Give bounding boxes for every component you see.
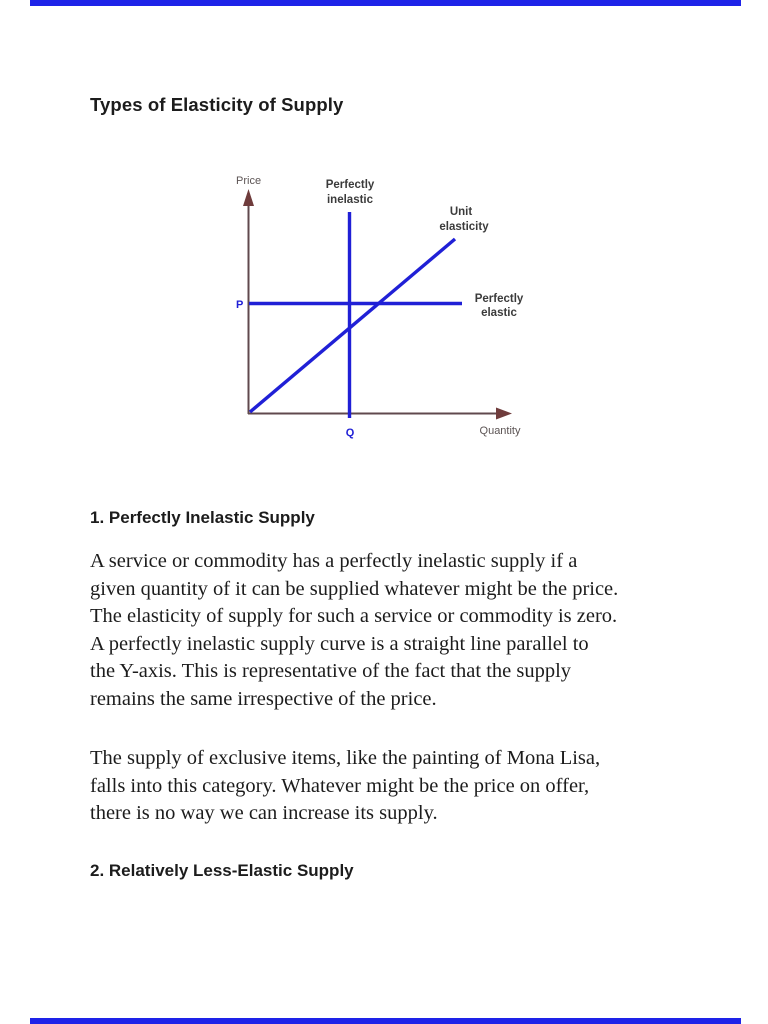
text-line: the Y-axis. This is representative of the fact that the supply [90, 660, 572, 682]
elastic-label-line1: Perfectly [474, 293, 524, 305]
paragraph-inelastic-definition [90, 548, 710, 713]
text-line: A service or commodity has a perfectly inelastic supply if a [90, 550, 578, 572]
elastic-label-line2: elastic [481, 307, 517, 319]
x-axis-arrow-icon [496, 408, 512, 420]
text-line: there is no way we can increase its supply. [90, 802, 438, 824]
section-heading-perfectly-inelastic: 1. Perfectly Inelastic Supply [90, 508, 315, 527]
text-line: A perfectly inelastic supply curve is a straight line parallel to [90, 632, 589, 655]
text-line: The supply of exclusive items, like the painting of Mona Lisa, [90, 747, 601, 769]
unit-elasticity-label-line1: Unit [449, 206, 473, 218]
page-edge-accent-top [30, 0, 741, 6]
section-heading-relatively-less-elastic: 2. Relatively Less-Elastic Supply [90, 861, 354, 880]
inelastic-label-line1: Perfectly [325, 179, 375, 191]
diagram-canvas [225, 165, 535, 445]
paragraph-mona-lisa-example [90, 745, 710, 828]
unit-elasticity-label-line2: elasticity [439, 221, 489, 233]
x-axis-label: Quantity [479, 425, 521, 437]
text-line: The elasticity of supply for such a service or commodity is zero. [90, 605, 618, 627]
y-axis-label: Price [236, 175, 262, 187]
text-line: given quantity of it can be supplied whatever might be the price. [90, 577, 619, 600]
quantity-tick-label: Q [345, 427, 355, 439]
text-line: falls into this category. Whatever might be the price on offer, [90, 774, 590, 797]
inelastic-label-line2: inelastic [326, 194, 374, 206]
unit-elasticity-supply-line [250, 239, 455, 412]
text-line: remains the same irrespective of the price. [90, 687, 437, 710]
page-edge-accent-bottom [30, 1018, 741, 1024]
supply-elasticity-diagram [225, 165, 535, 445]
price-tick-label: P [236, 299, 244, 311]
y-axis-arrow-icon [243, 189, 254, 206]
document-title: Types of Elasticity of Supply [90, 94, 344, 115]
